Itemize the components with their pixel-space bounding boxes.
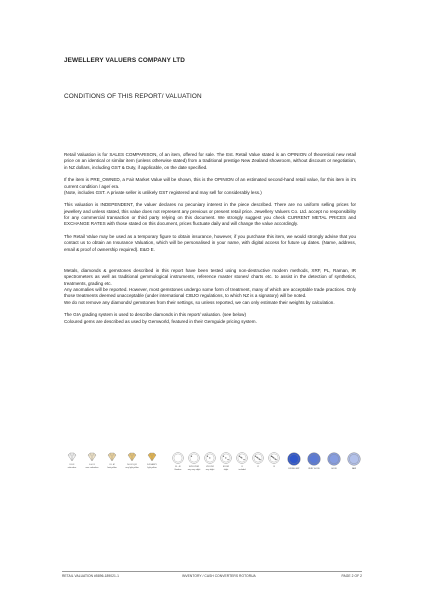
paragraph-gia: The GIA grading system is used to describe diamonds in this report/ valuation. (see below) (64, 312, 246, 318)
grade-note: very slight (205, 469, 215, 472)
diamond-icon (106, 452, 118, 462)
grade-note: very very slight (187, 469, 201, 472)
sapphire-icon (287, 452, 301, 466)
grade-cell (234, 452, 250, 471)
clarity-diamond-icon (268, 452, 280, 464)
grade-label: GOOD (331, 467, 337, 470)
clarity-diamond-icon (172, 452, 184, 464)
clarity-diamond-icon (252, 452, 264, 464)
grade-label: I2 (257, 465, 259, 468)
paragraph-gst-note: (Note, includes GST. A private seller is unlikely GST registered and may sell for considerably less.) (64, 189, 262, 195)
grade-cell (304, 452, 324, 470)
clarity-diamond-icon (204, 452, 216, 464)
paragraph-testing: Metals, diamonds & gemstones described in this report have been tested using non-destructive modern methods, XRF, PL, Raman, IR spectrometers as well as traditional gemmological instruments, reference master stones/ charts etc. to assist in the detection of synthetics, treatments, grading etc. (64, 268, 356, 286)
document-heading: CONDITIONS OF THIS REPORT/ VALUATION (64, 93, 202, 100)
grade-label: VERY GOOD (308, 467, 320, 470)
grading-scales (62, 452, 362, 474)
paragraph-retail-valuation: Retail Valuation is for SALES COMPARISON, of an item, offered for sale. The Est. Retail Value stated is an OPINION of theoretical new retail price on an identical or similar item (unless otherwise stated) from a traditional prestige New Zealand showroom, without discount or negotiation, in NZ dollars, including GST & Duty, if applicable, on the date specified. (64, 152, 356, 170)
paragraph-pre-owned: If the item is PRE_OWNED, a Fair Market Value will be shown, this is the OPINION of an estimated second-hand retail value, for this item in it's current condition / age/ era. (64, 177, 356, 189)
footer-client: INVENTORY / CASH CONVERTERS ROTORUA (182, 574, 256, 578)
sapphire-icon (327, 452, 341, 466)
grade-cell (284, 452, 304, 470)
paragraph-settings: We do not remove any diamonds/ gemstones from their settings, so unless reported, we can only estimate their weights by calculation. (64, 299, 335, 305)
paragraph-gemworld: Coloured gems are described as used by Gemworld, featured in their Gemguide pricing system. (64, 318, 257, 324)
grade-note: flawless (174, 469, 182, 472)
clarity-diamond-icon (236, 452, 248, 464)
grade-cell (122, 452, 142, 469)
footer-valuation-number: RETAIL VALUATION #5896-189021-1 (62, 574, 119, 578)
footer-page-number: PAGE 2 OF 2 (341, 574, 362, 578)
grade-label: N-O-P-Q-R (127, 463, 137, 466)
grade-cell (250, 452, 266, 471)
grade-label: S-Z FANCY (147, 463, 157, 466)
diamond-color-scale (62, 452, 162, 469)
grade-label: EXCELLENT (288, 467, 300, 470)
footer-rule (62, 571, 362, 572)
grade-cell (170, 452, 186, 471)
clarity-diamond-icon (220, 452, 232, 464)
gem-tone-scale (284, 452, 364, 470)
grade-label: FL - IF (175, 465, 181, 468)
grade-cell (344, 452, 364, 470)
grade-label: FAIR (351, 467, 357, 470)
sapphire-icon (307, 452, 321, 466)
paragraph-anomalies: Any anomalies will be reported. However, most gemstones undergo some form of treatment, many of which are acceptable trade practices. Only those treatments deemed unacceptable (under international CIBJO regulations, to which NZ is a signatory) will be noted. (64, 287, 356, 299)
grade-label: SI1 SI2 (222, 465, 230, 468)
paragraph-independent: This valuation is INDEPENDENT, the valuer declares no pecuniary interest in the piece described. There are no uniform selling prices for jewellery and unless stated, this value does not represent any previous or present retail price. Jewellery Valuers Co. Ltd. accept no responsibility for any commercial transaction or third party relying on this document. We strongly suggest you check CURRENT METAL PRICES and EXCHANGE RATES with those stated on this document, prices fluctuate daily and will change the value accordingly. (64, 202, 356, 227)
grade-cell (62, 452, 82, 469)
grade-cell (324, 452, 344, 470)
diamond-clarity-scale (170, 452, 282, 471)
grade-note: faint yellow (107, 467, 117, 470)
grade-cell (142, 452, 162, 469)
grade-label: G H I J (89, 463, 95, 466)
grade-note: colourless (67, 467, 77, 470)
grade-note: very light yellow (125, 467, 139, 470)
company-name: JEWELLERY VALUERS COMPANY LTD (64, 57, 186, 64)
grade-cell (102, 452, 122, 469)
grade-label: I1 (241, 465, 243, 468)
grade-cell (218, 452, 234, 471)
diamond-icon (126, 452, 138, 462)
grade-label: I3 (273, 465, 275, 468)
conditions-body (64, 152, 356, 325)
sapphire-icon (347, 452, 361, 466)
diamond-icon (66, 452, 78, 462)
grade-note: light yellow (147, 467, 157, 470)
grade-note: near colourless (85, 467, 99, 470)
clarity-diamond-icon (188, 452, 200, 464)
diamond-icon (146, 452, 158, 462)
paragraph-insurance: The Retail Value may be used as a temporary figure to obtain insurance, however, if you purchase this item, we would strongly advise that you contact us to obtain an Insurance Valuation, which will be personalised in your name, with digital access for future up dates. (Name, address, email & proof of ownership required). E&O E. (64, 234, 356, 252)
grade-label: VS1 VS2 (206, 465, 214, 468)
grade-cell (82, 452, 102, 469)
grade-label: K L M (109, 463, 115, 466)
grade-label: D E F (69, 463, 75, 466)
grade-cell (202, 452, 218, 471)
grade-cell (186, 452, 202, 471)
grade-cell (266, 452, 282, 471)
diamond-icon (86, 452, 98, 462)
grade-note: included (238, 469, 246, 472)
grade-note: slight (223, 469, 229, 472)
grade-label: VVS1 VVS2 (188, 465, 200, 468)
